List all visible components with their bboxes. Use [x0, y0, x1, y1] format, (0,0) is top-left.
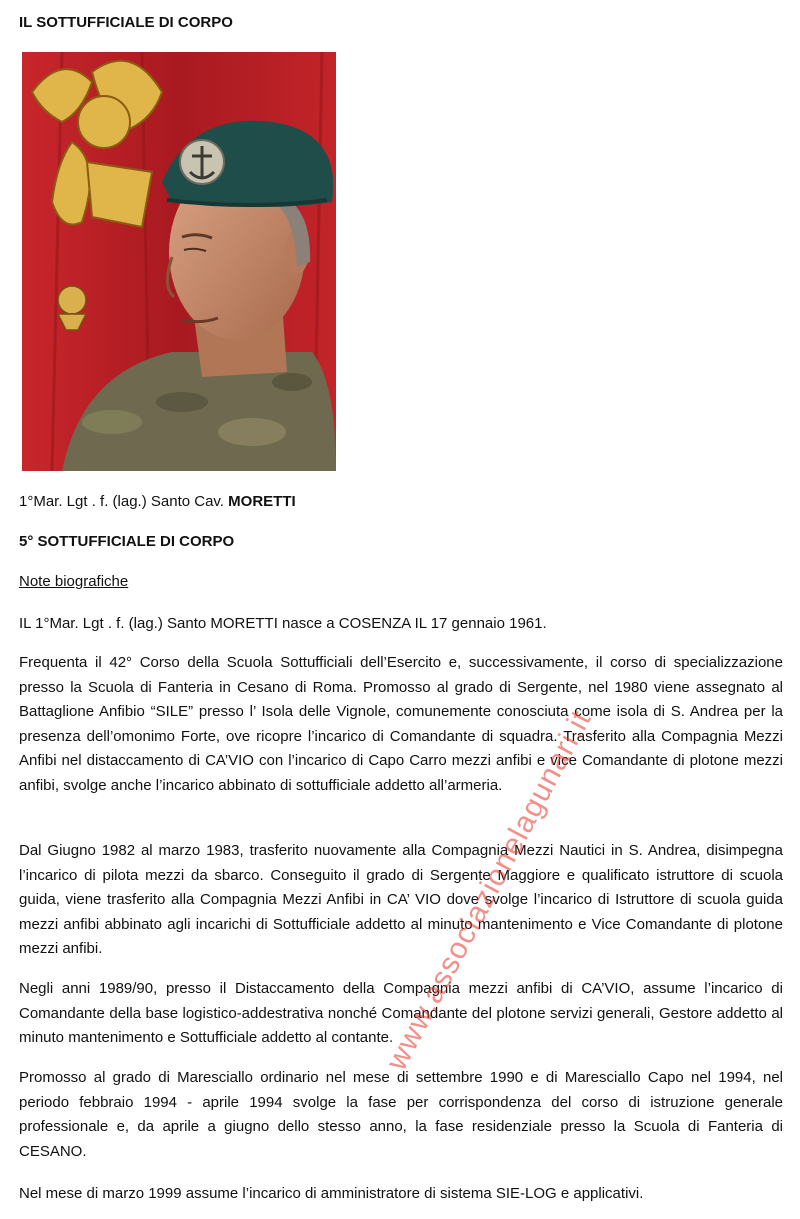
bio-paragraph-1990: Promosso al grado di Maresciallo ordinario nel mese di settembre 1990 e di Maresciallo Capo nel 1994, nel periodo febbraio 1994 - aprile 1994 svolge la fase per corrispondenza del corso di istruzione generale professionale e, da aprile a giugno dello stesso anno, la fase residenziale presso la Scuola di Fanteria di CESANO. — [19, 1069, 783, 1160]
insignia-icon — [58, 286, 86, 330]
name-prefix: 1°Mar. Lgt . f. (lag.) Santo Cav. — [19, 493, 229, 510]
bio-paragraph-career-start: Frequenta il 42° Corso della Scuola Sottufficiali dell’Esercito e, successivamente, il corso di specializzazione presso la Scuola di Fanteria in Cesano di Roma. Promosso al grado di Sergente, nel 1980 viene assegnato al Battaglione Anfibio “SILE” presso l’ Isola delle Vignole, comunemente conosciuta come isola di S. Andrea per la presenza dell’omonimo Forte, ove ricopre l’incarico di Comandante di squadra. Trasferito alla Compagnia Mezzi Anfibi nel distaccamento di CA’VIO con l’incarico di Capo Carro mezzi anfibi e vice Comandante di plotone mezzi anfibi, svolge anche l’incarico abbinato di sottufficiale addetto all’armeria. — [19, 654, 783, 794]
name-surname: MORETTI — [228, 493, 296, 510]
name-line — [19, 493, 296, 510]
watermark-text: www.associazionelagunari.it — [380, 704, 598, 1076]
bio-paragraph-1999: Nel mese di marzo 1999 assume l’incarico di amministratore di sistema SIE-LOG e applicativi. — [19, 1185, 644, 1202]
notes-heading: Note biografiche — [19, 573, 129, 590]
bio-paragraph-1982: Dal Giugno 1982 al marzo 1983, trasferito nuovamente alla Compagnia Mezzi Nautici in S. Andrea, disimpegna l’incarico di pilota mezzi da sbarco. Conseguito il grado di Sergente Maggiore e qualificato istruttore di scuola guida, viene trasferito alla Compagnia Mezzi Anfibi in CA’ VIO dove svolge l’incarico di Istruttore di scuola guida mezzi anfibi abbinato agli incarichi di Sottufficiale addetto al minuto mantenimento e Vice Comandante di plotone mezzi anfibi. — [19, 842, 783, 957]
portrait-illustration — [22, 52, 336, 471]
bio-paragraph-birth: IL 1°Mar. Lgt . f. (lag.) Santo MORETTI nasce a COSENZA IL 17 gennaio 1961. — [19, 615, 547, 632]
portrait-photo — [22, 52, 336, 471]
page-title: IL SOTTUFFICIALE DI CORPO — [19, 14, 233, 31]
bio-paragraph-1989: Negli anni 1989/90, presso il Distaccamento della Compagnia mezzi anfibi di CA’VIO, assume l’incarico di Comandante della base logistico-addestrativa nonché Comandante del plotone servizi generali, Gestore addetto al minuto mantenimento e Sottufficiale addetto al contante. — [19, 980, 783, 1046]
rank-heading: 5° SOTTUFFICIALE DI CORPO — [19, 533, 235, 550]
beret-badge-icon — [180, 140, 224, 184]
